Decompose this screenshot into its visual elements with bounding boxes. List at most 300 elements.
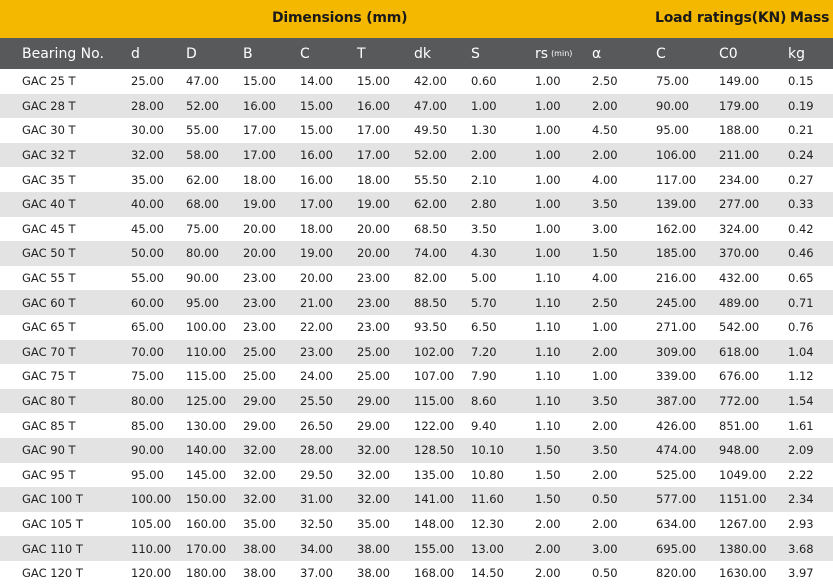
cell-mass-kg: 1.54	[788, 394, 814, 409]
cell-c0-static: 851.00	[719, 418, 760, 433]
cell-t: 32.00	[357, 467, 390, 482]
cell-alpha: 3.50	[592, 394, 618, 409]
col-header-s	[471, 38, 535, 69]
cell-b: 29.00	[243, 394, 276, 409]
cell-b: 23.00	[243, 320, 276, 335]
cell-alpha: 2.00	[592, 516, 618, 531]
cell-c0-static: 179.00	[719, 98, 760, 113]
cell-c: 18.00	[300, 221, 333, 236]
cell-t: 29.00	[357, 394, 390, 409]
table-row	[0, 241, 833, 266]
cell-outer-d: 145.00	[186, 467, 227, 482]
cell-b: 35.00	[243, 516, 276, 531]
col-header-rs-min	[535, 38, 592, 69]
cell-dk: 107.00	[414, 369, 455, 384]
cell-t: 23.00	[357, 295, 390, 310]
cell-alpha: 1.00	[592, 320, 618, 335]
cell-mass-kg: 0.71	[788, 295, 814, 310]
table-row	[0, 118, 833, 143]
cell-c: 24.00	[300, 369, 333, 384]
cell-s: 2.10	[471, 172, 497, 187]
col-header-b	[243, 38, 300, 69]
cell-t: 16.00	[357, 98, 390, 113]
cell-s: 5.00	[471, 271, 497, 286]
cell-dk: 52.00	[414, 148, 447, 163]
load-ratings-group-label: Load ratings(KN)	[655, 10, 787, 26]
cell-outer-d: 58.00	[186, 148, 219, 163]
cell-t: 23.00	[357, 320, 390, 335]
cell-b: 25.00	[243, 344, 276, 359]
cell-rs-min: 1.00	[535, 123, 561, 138]
cell-s: 5.70	[471, 295, 497, 310]
cell-rs-min: 1.50	[535, 492, 561, 507]
cell-alpha: 1.50	[592, 246, 618, 261]
cell-b: 17.00	[243, 123, 276, 138]
cell-d: 65.00	[131, 320, 164, 335]
cell-s: 14.50	[471, 566, 504, 581]
cell-outer-d: 90.00	[186, 271, 219, 286]
table-row	[0, 167, 833, 192]
cell-c: 14.00	[300, 74, 333, 89]
cell-rs-min: 1.10	[535, 271, 561, 286]
cell-c: 29.50	[300, 467, 333, 482]
cell-c: 15.00	[300, 123, 333, 138]
cell-c-dynamic: 245.00	[656, 295, 697, 310]
col-header-bearing-no	[0, 38, 131, 69]
cell-c: 28.00	[300, 443, 333, 458]
cell-c-dynamic: 90.00	[656, 98, 689, 113]
cell-s: 6.50	[471, 320, 497, 335]
cell-dk: 68.50	[414, 221, 447, 236]
cell-t: 23.00	[357, 271, 390, 286]
cell-outer-d: 150.00	[186, 492, 227, 507]
cell-rs-min: 1.00	[535, 98, 561, 113]
cell-t: 20.00	[357, 246, 390, 261]
cell-outer-d: 140.00	[186, 443, 227, 458]
cell-bearing-no: GAC 30 T	[22, 123, 76, 138]
cell-rs-min: 1.50	[535, 443, 561, 458]
cell-mass-kg: 2.09	[788, 443, 814, 458]
cell-c0-static: 772.00	[719, 394, 760, 409]
cell-bearing-no: GAC 85 T	[22, 418, 76, 433]
group-header-band	[0, 0, 833, 38]
cell-mass-kg: 2.34	[788, 492, 814, 507]
cell-t: 18.00	[357, 172, 390, 187]
cell-dk: 55.50	[414, 172, 447, 187]
cell-b: 18.00	[243, 172, 276, 187]
col-header-d	[131, 38, 186, 69]
cell-d: 50.00	[131, 246, 164, 261]
cell-c0-static: 1267.00	[719, 516, 767, 531]
cell-c: 32.50	[300, 516, 333, 531]
cell-mass-kg: 2.93	[788, 516, 814, 531]
cell-bearing-no: GAC 32 T	[22, 148, 76, 163]
cell-c: 26.50	[300, 418, 333, 433]
cell-bearing-no: GAC 60 T	[22, 295, 76, 310]
cell-b: 32.00	[243, 443, 276, 458]
cell-c: 16.00	[300, 148, 333, 163]
cell-rs-min: 1.00	[535, 197, 561, 212]
cell-c0-static: 1151.00	[719, 492, 767, 507]
mass-group-label: Mass	[790, 10, 830, 26]
cell-t: 17.00	[357, 123, 390, 138]
cell-alpha: 3.00	[592, 221, 618, 236]
cell-rs-min: 1.00	[535, 246, 561, 261]
table-row	[0, 364, 833, 389]
cell-outer-d: 110.00	[186, 344, 227, 359]
table-row	[0, 143, 833, 168]
cell-b: 38.00	[243, 566, 276, 581]
cell-bearing-no: GAC 75 T	[22, 369, 76, 384]
cell-s: 4.30	[471, 246, 497, 261]
cell-c0-static: 324.00	[719, 221, 760, 236]
cell-c-dynamic: 185.00	[656, 246, 697, 261]
cell-c0-static: 1630.00	[719, 566, 767, 581]
cell-dk: 74.00	[414, 246, 447, 261]
cell-bearing-no: GAC 28 T	[22, 98, 76, 113]
cell-rs-min: 1.10	[535, 344, 561, 359]
cell-bearing-no: GAC 40 T	[22, 197, 76, 212]
cell-c-dynamic: 339.00	[656, 369, 697, 384]
cell-c0-static: 1049.00	[719, 467, 767, 482]
cell-c-dynamic: 106.00	[656, 148, 697, 163]
col-header-label: dk	[414, 45, 431, 62]
cell-b: 32.00	[243, 467, 276, 482]
table-header	[0, 38, 833, 69]
cell-d: 75.00	[131, 369, 164, 384]
table-row	[0, 389, 833, 414]
cell-rs-min: 2.00	[535, 516, 561, 531]
cell-c: 22.00	[300, 320, 333, 335]
cell-alpha: 3.00	[592, 541, 618, 556]
table-row	[0, 561, 833, 585]
table-row	[0, 512, 833, 537]
cell-mass-kg: 0.33	[788, 197, 814, 212]
cell-alpha: 2.00	[592, 98, 618, 113]
cell-t: 17.00	[357, 148, 390, 163]
cell-mass-kg: 0.76	[788, 320, 814, 335]
cell-dk: 47.00	[414, 98, 447, 113]
cell-d: 35.00	[131, 172, 164, 187]
cell-b: 16.00	[243, 98, 276, 113]
table-row	[0, 217, 833, 242]
cell-bearing-no: GAC 70 T	[22, 344, 76, 359]
cell-t: 35.00	[357, 516, 390, 531]
cell-alpha: 4.00	[592, 172, 618, 187]
col-header-label: C	[656, 45, 666, 62]
cell-b: 38.00	[243, 541, 276, 556]
cell-c: 25.50	[300, 394, 333, 409]
cell-dk: 82.00	[414, 271, 447, 286]
cell-c0-static: 676.00	[719, 369, 760, 384]
col-header-c0-static	[719, 38, 788, 69]
cell-b: 15.00	[243, 74, 276, 89]
cell-c0-static: 432.00	[719, 271, 760, 286]
cell-outer-d: 100.00	[186, 320, 227, 335]
table-row	[0, 192, 833, 217]
cell-mass-kg: 3.68	[788, 541, 814, 556]
cell-dk: 49.50	[414, 123, 447, 138]
cell-mass-kg: 1.12	[788, 369, 814, 384]
col-header-label: rs	[535, 45, 549, 62]
table-row	[0, 69, 833, 94]
cell-outer-d: 75.00	[186, 221, 219, 236]
cell-rs-min: 1.00	[535, 74, 561, 89]
cell-d: 105.00	[131, 516, 172, 531]
cell-bearing-no: GAC 35 T	[22, 172, 76, 187]
col-header-label: B	[243, 45, 253, 62]
col-header-sublabel: (min)	[551, 49, 573, 58]
cell-c-dynamic: 695.00	[656, 541, 697, 556]
cell-s: 1.30	[471, 123, 497, 138]
cell-mass-kg: 3.97	[788, 566, 814, 581]
cell-s: 10.10	[471, 443, 504, 458]
col-header-label: α	[592, 45, 602, 62]
cell-b: 20.00	[243, 221, 276, 236]
table-row	[0, 266, 833, 291]
cell-alpha: 0.50	[592, 566, 618, 581]
col-header-label: Bearing No.	[22, 45, 104, 62]
cell-t: 38.00	[357, 566, 390, 581]
cell-rs-min: 1.10	[535, 418, 561, 433]
col-header-label: T	[357, 45, 366, 62]
cell-d: 32.00	[131, 148, 164, 163]
cell-dk: 62.00	[414, 197, 447, 212]
cell-rs-min: 1.50	[535, 467, 561, 482]
col-header-label: kg	[788, 45, 805, 62]
cell-t: 29.00	[357, 418, 390, 433]
cell-dk: 115.00	[414, 394, 455, 409]
cell-c: 15.00	[300, 98, 333, 113]
cell-outer-d: 47.00	[186, 74, 219, 89]
cell-c0-static: 542.00	[719, 320, 760, 335]
cell-c-dynamic: 75.00	[656, 74, 689, 89]
bearing-table	[0, 38, 833, 585]
cell-alpha: 2.50	[592, 74, 618, 89]
cell-bearing-no: GAC 45 T	[22, 221, 76, 236]
cell-c: 21.00	[300, 295, 333, 310]
cell-d: 110.00	[131, 541, 172, 556]
cell-t: 32.00	[357, 443, 390, 458]
cell-dk: 135.00	[414, 467, 455, 482]
cell-dk: 141.00	[414, 492, 455, 507]
cell-c-dynamic: 525.00	[656, 467, 697, 482]
cell-d: 80.00	[131, 394, 164, 409]
table-row	[0, 536, 833, 561]
cell-c-dynamic: 216.00	[656, 271, 697, 286]
cell-t: 38.00	[357, 541, 390, 556]
cell-outer-d: 62.00	[186, 172, 219, 187]
cell-rs-min: 1.00	[535, 172, 561, 187]
cell-outer-d: 170.00	[186, 541, 227, 556]
cell-mass-kg: 0.27	[788, 172, 814, 187]
cell-c: 16.00	[300, 172, 333, 187]
cell-mass-kg: 1.04	[788, 344, 814, 359]
col-header-alpha	[592, 38, 656, 69]
cell-outer-d: 130.00	[186, 418, 227, 433]
cell-outer-d: 80.00	[186, 246, 219, 261]
cell-alpha: 2.00	[592, 344, 618, 359]
cell-d: 85.00	[131, 418, 164, 433]
cell-c: 23.00	[300, 344, 333, 359]
cell-rs-min: 1.10	[535, 295, 561, 310]
table-row	[0, 438, 833, 463]
cell-b: 17.00	[243, 148, 276, 163]
cell-s: 8.60	[471, 394, 497, 409]
cell-alpha: 2.00	[592, 148, 618, 163]
cell-mass-kg: 0.21	[788, 123, 814, 138]
cell-rs-min: 1.10	[535, 394, 561, 409]
cell-mass-kg: 2.22	[788, 467, 814, 482]
cell-s: 10.80	[471, 467, 504, 482]
col-header-mass-kg	[788, 38, 833, 69]
cell-alpha: 2.00	[592, 467, 618, 482]
cell-d: 40.00	[131, 197, 164, 212]
cell-alpha: 1.00	[592, 369, 618, 384]
cell-alpha: 0.50	[592, 492, 618, 507]
cell-mass-kg: 0.24	[788, 148, 814, 163]
cell-d: 90.00	[131, 443, 164, 458]
cell-c: 34.00	[300, 541, 333, 556]
col-header-c-dynamic	[656, 38, 719, 69]
col-header-label: C	[300, 45, 310, 62]
cell-bearing-no: GAC 80 T	[22, 394, 76, 409]
cell-outer-d: 115.00	[186, 369, 227, 384]
cell-dk: 168.00	[414, 566, 455, 581]
cell-bearing-no: GAC 95 T	[22, 467, 76, 482]
cell-dk: 42.00	[414, 74, 447, 89]
cell-d: 120.00	[131, 566, 172, 581]
cell-s: 2.00	[471, 148, 497, 163]
cell-d: 25.00	[131, 74, 164, 89]
cell-alpha: 4.00	[592, 271, 618, 286]
cell-dk: 128.50	[414, 443, 455, 458]
cell-c0-static: 277.00	[719, 197, 760, 212]
cell-s: 0.60	[471, 74, 497, 89]
cell-s: 7.20	[471, 344, 497, 359]
cell-c-dynamic: 387.00	[656, 394, 697, 409]
cell-bearing-no: GAC 105 T	[22, 516, 83, 531]
cell-t: 19.00	[357, 197, 390, 212]
cell-s: 3.50	[471, 221, 497, 236]
col-header-dk	[414, 38, 471, 69]
cell-outer-d: 160.00	[186, 516, 227, 531]
cell-s: 9.40	[471, 418, 497, 433]
cell-bearing-no: GAC 110 T	[22, 541, 83, 556]
cell-b: 23.00	[243, 295, 276, 310]
cell-bearing-no: GAC 100 T	[22, 492, 83, 507]
cell-c-dynamic: 162.00	[656, 221, 697, 236]
cell-d: 70.00	[131, 344, 164, 359]
cell-b: 25.00	[243, 369, 276, 384]
cell-bearing-no: GAC 55 T	[22, 271, 76, 286]
cell-c-dynamic: 426.00	[656, 418, 697, 433]
cell-d: 55.00	[131, 271, 164, 286]
cell-dk: 93.50	[414, 320, 447, 335]
cell-c0-static: 234.00	[719, 172, 760, 187]
cell-mass-kg: 0.15	[788, 74, 814, 89]
cell-alpha: 2.50	[592, 295, 618, 310]
cell-outer-d: 180.00	[186, 566, 227, 581]
cell-s: 13.00	[471, 541, 504, 556]
cell-c0-static: 489.00	[719, 295, 760, 310]
cell-mass-kg: 0.65	[788, 271, 814, 286]
cell-c-dynamic: 95.00	[656, 123, 689, 138]
table-row	[0, 413, 833, 438]
cell-t: 25.00	[357, 344, 390, 359]
cell-d: 60.00	[131, 295, 164, 310]
cell-t: 32.00	[357, 492, 390, 507]
cell-dk: 148.00	[414, 516, 455, 531]
cell-mass-kg: 1.61	[788, 418, 814, 433]
cell-alpha: 2.00	[592, 418, 618, 433]
table-row	[0, 290, 833, 315]
table-row	[0, 463, 833, 488]
cell-s: 1.00	[471, 98, 497, 113]
cell-s: 12.30	[471, 516, 504, 531]
cell-s: 7.90	[471, 369, 497, 384]
cell-c: 20.00	[300, 271, 333, 286]
cell-c-dynamic: 117.00	[656, 172, 697, 187]
cell-s: 2.80	[471, 197, 497, 212]
table-row	[0, 487, 833, 512]
cell-c-dynamic: 634.00	[656, 516, 697, 531]
col-header-label: D	[186, 45, 197, 62]
cell-d: 45.00	[131, 221, 164, 236]
col-header-t	[357, 38, 414, 69]
cell-alpha: 3.50	[592, 443, 618, 458]
cell-alpha: 3.50	[592, 197, 618, 212]
table-row	[0, 315, 833, 340]
cell-dk: 102.00	[414, 344, 455, 359]
col-header-outer-d	[186, 38, 243, 69]
cell-d: 100.00	[131, 492, 172, 507]
cell-alpha: 4.50	[592, 123, 618, 138]
col-header-label: C0	[719, 45, 738, 62]
table-row	[0, 340, 833, 365]
cell-c: 19.00	[300, 246, 333, 261]
cell-mass-kg: 0.19	[788, 98, 814, 113]
cell-d: 28.00	[131, 98, 164, 113]
cell-b: 29.00	[243, 418, 276, 433]
cell-rs-min: 1.10	[535, 369, 561, 384]
cell-b: 19.00	[243, 197, 276, 212]
cell-c0-static: 149.00	[719, 74, 760, 89]
cell-c0-static: 370.00	[719, 246, 760, 261]
cell-c0-static: 618.00	[719, 344, 760, 359]
cell-c0-static: 188.00	[719, 123, 760, 138]
cell-c0-static: 211.00	[719, 148, 760, 163]
cell-d: 30.00	[131, 123, 164, 138]
cell-c-dynamic: 309.00	[656, 344, 697, 359]
table-row	[0, 94, 833, 119]
cell-c-dynamic: 820.00	[656, 566, 697, 581]
cell-rs-min: 2.00	[535, 566, 561, 581]
cell-c0-static: 1380.00	[719, 541, 767, 556]
cell-rs-min: 1.10	[535, 320, 561, 335]
cell-c: 17.00	[300, 197, 333, 212]
cell-mass-kg: 0.46	[788, 246, 814, 261]
cell-d: 95.00	[131, 467, 164, 482]
table-body	[0, 69, 833, 585]
col-header-label: S	[471, 45, 480, 62]
cell-bearing-no: GAC 120 T	[22, 566, 83, 581]
cell-c-dynamic: 139.00	[656, 197, 697, 212]
cell-t: 20.00	[357, 221, 390, 236]
cell-dk: 122.00	[414, 418, 455, 433]
cell-s: 11.60	[471, 492, 504, 507]
cell-b: 20.00	[243, 246, 276, 261]
